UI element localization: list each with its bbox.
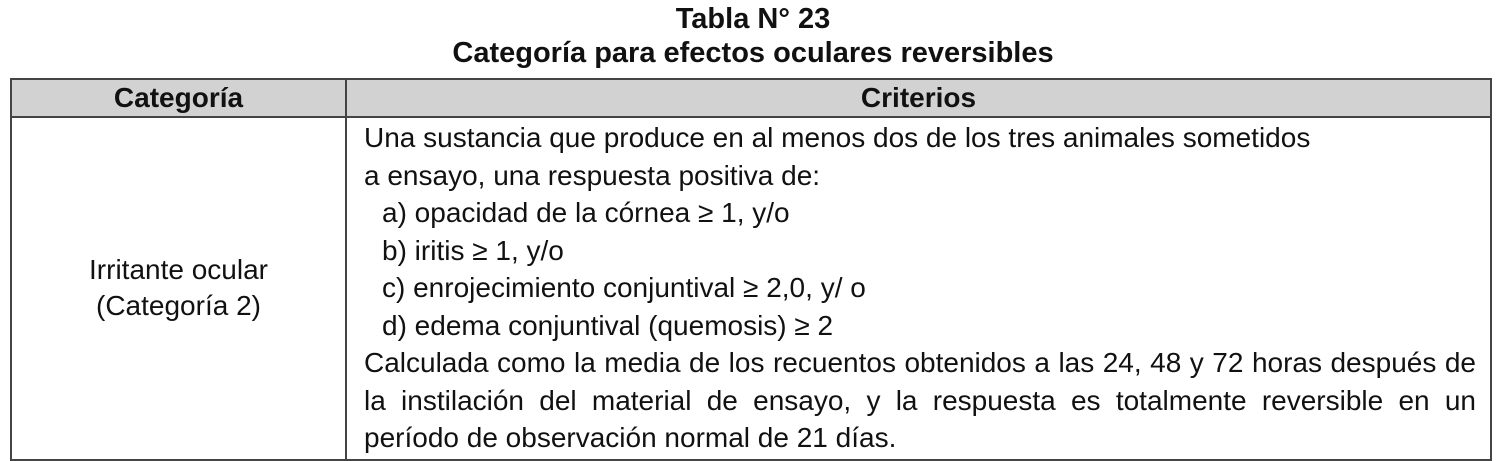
- table-number: Tabla N° 23: [675, 3, 831, 35]
- criteria-table: [10, 78, 1492, 461]
- table-row: [11, 117, 1491, 460]
- criteria-intro-line-1: Una sustancia que produce en al menos dos de los tres animales sometidos: [364, 122, 1311, 153]
- header-category: Categoría: [11, 79, 346, 117]
- criteria-closing-text: Calculada como la media de los recuentos obtenidos a las 24, 48 y 72 horas después de la instilación del material de ensayo, y la respuesta es totalmente reversible en un período de observación normal de 21 días.: [364, 347, 1476, 453]
- criteria-item-b: b) iritis ≥ 1, y/o: [382, 234, 564, 266]
- criteria-cell: [346, 117, 1491, 460]
- criteria-item-a: a) opacidad de la córnea ≥ 1, y/o: [382, 197, 790, 228]
- criteria-item-c: c) enrojecimiento conjuntival ≥ 2,0, y/ o: [382, 272, 866, 303]
- category-name: Irritante ocular: [89, 254, 268, 286]
- table-caption: Categoría para efectos oculares reversibles: [452, 37, 1054, 69]
- criteria-intro-line-2: a ensayo, una respuesta positiva de:: [364, 159, 821, 191]
- category-level: (Categoría 2): [96, 290, 261, 322]
- table-header-row: [11, 79, 1491, 117]
- criteria-item-d: d) edema conjuntival (quemosis) ≥ 2: [382, 309, 834, 341]
- table-title: [0, 2, 1500, 70]
- header-criteria: Criterios: [346, 79, 1491, 117]
- category-cell: [11, 117, 346, 460]
